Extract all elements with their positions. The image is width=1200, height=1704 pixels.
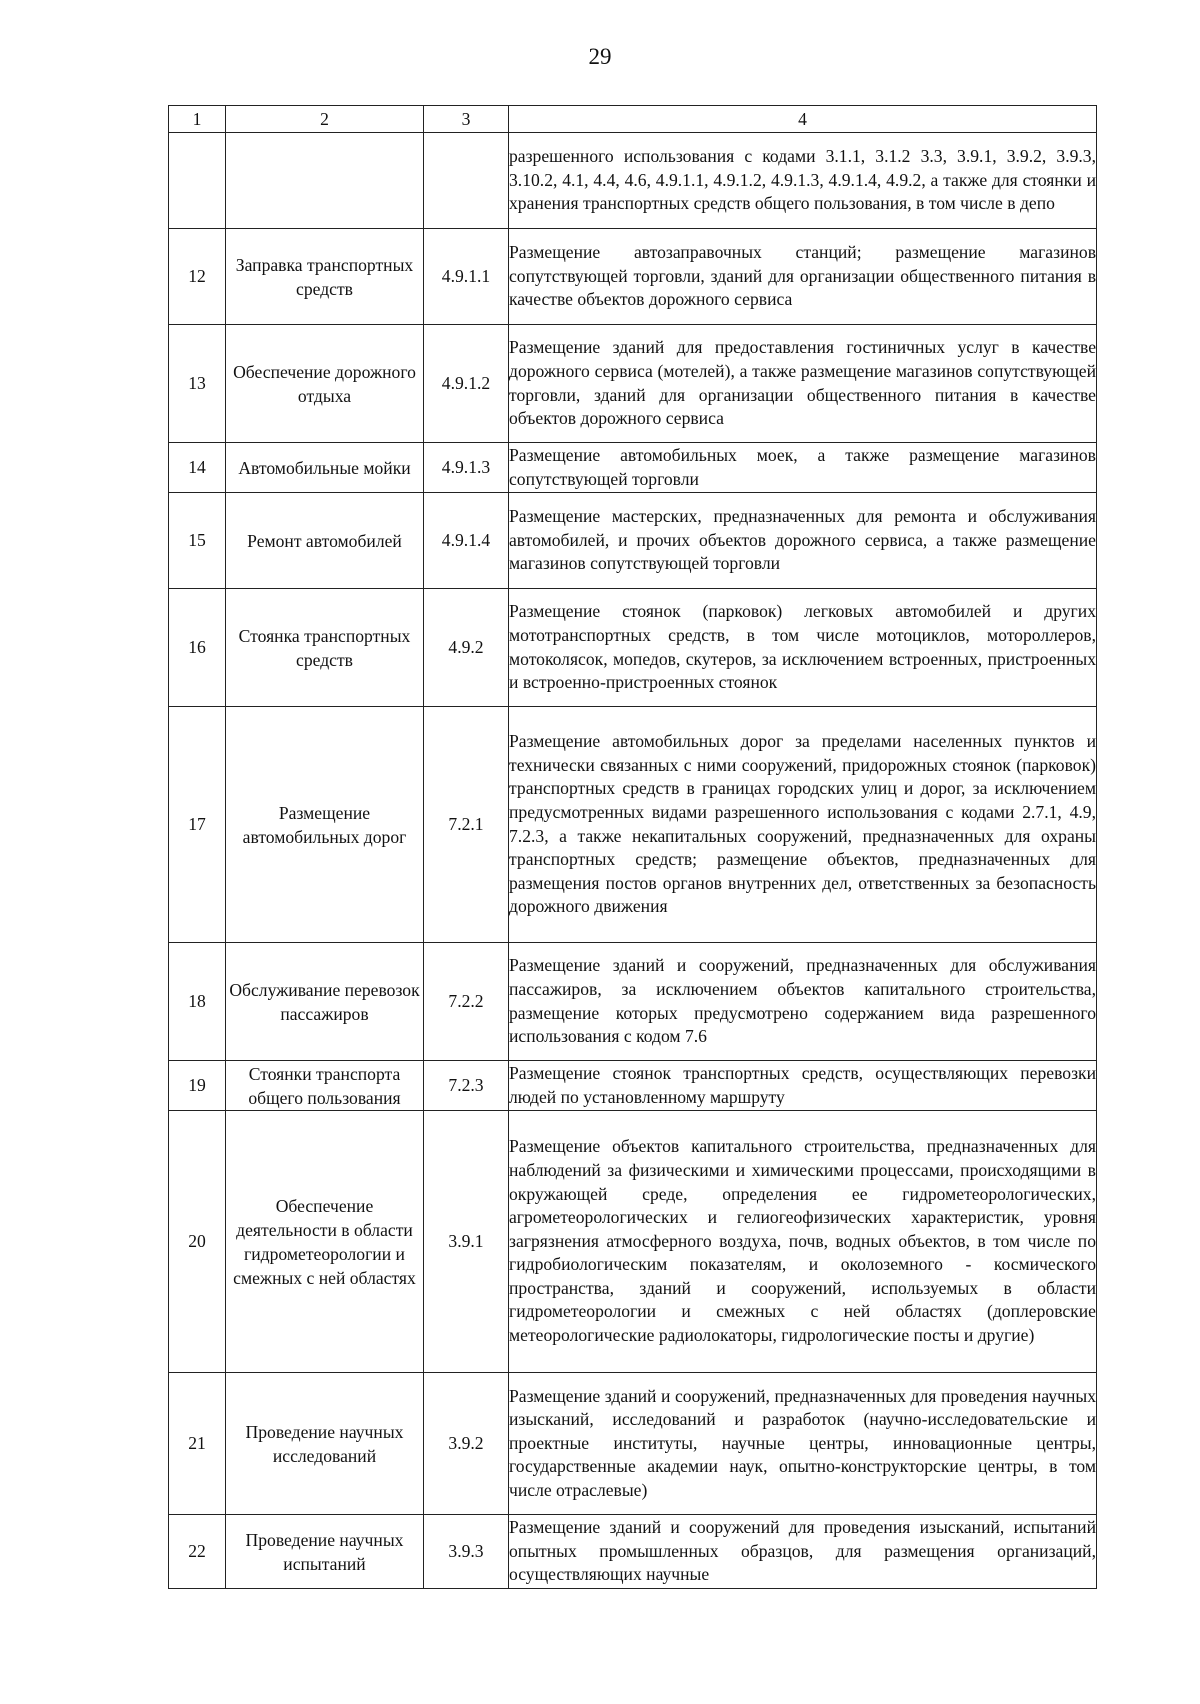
row-number: 16: [169, 589, 226, 707]
row-number: 21: [169, 1373, 226, 1515]
use-type-description: Размещение зданий и сооружений, предназначенных для обслуживания пассажиров, за исключением объектов капитального строительства, размещение которых предусмотрено содержанием вида разрешенного использования с кодом 7.6: [509, 943, 1097, 1061]
use-type-description: Размещение автозаправочных станций; размещение магазинов сопутствующей торговли, зданий для организации общественного питания в качестве объектов дорожного сервиса: [509, 229, 1097, 325]
row-number: 13: [169, 325, 226, 443]
use-type-name: Обслуживание перевозок пассажиров: [226, 943, 424, 1061]
use-type-code: 7.2.1: [424, 707, 509, 943]
use-type-name: Автомобильные мойки: [226, 443, 424, 493]
table-row: [169, 589, 1097, 707]
row-number: 18: [169, 943, 226, 1061]
row-number: 15: [169, 493, 226, 589]
table-row: [169, 1111, 1097, 1373]
table-row: [169, 1515, 1097, 1589]
table-row: [169, 1373, 1097, 1515]
use-type-name: Ремонт автомобилей: [226, 493, 424, 589]
header-col-2: 2: [226, 106, 424, 133]
table-row: [169, 707, 1097, 943]
use-type-code: [424, 133, 509, 229]
header-col-4: 4: [509, 106, 1097, 133]
use-type-name: Обеспечение деятельности в области гидрометеорологии и смежных с ней областях: [226, 1111, 424, 1373]
use-type-name: Проведение научных исследований: [226, 1373, 424, 1515]
header-row: [169, 106, 1097, 133]
row-number: 22: [169, 1515, 226, 1589]
use-type-name: Заправка транспортных средств: [226, 229, 424, 325]
row-number: 19: [169, 1061, 226, 1111]
row-number: 12: [169, 229, 226, 325]
use-type-code: 4.9.1.4: [424, 493, 509, 589]
use-type-code: 3.9.3: [424, 1515, 509, 1589]
use-type-name: Стоянки транспорта общего пользования: [226, 1061, 424, 1111]
use-type-code: 7.2.2: [424, 943, 509, 1061]
use-type-description: Размещение автомобильных дорог за пределами населенных пунктов и технически связанных с ними сооружений, придорожных стоянок (парковок) транспортных средств в границах городских улиц и дорог, за исключением предусмотренных видами разрешенного использования с кодами 2.7.1, 4.9, 7.2.3, а также некапитальных сооружений, предназначенных для охраны транспортных средств; размещение объектов, предназначенных для размещения постов органов внутренних дел, ответственных за безопасность дорожного движения: [509, 707, 1097, 943]
use-type-name: Стоянка транспортных средств: [226, 589, 424, 707]
use-type-code: 4.9.2: [424, 589, 509, 707]
table-row: [169, 943, 1097, 1061]
land-use-table: [168, 105, 1097, 1589]
table-row: [169, 133, 1097, 229]
use-type-name: Обеспечение дорожного отдыха: [226, 325, 424, 443]
page-number: 29: [588, 44, 612, 69]
use-type-code: 4.9.1.2: [424, 325, 509, 443]
table-row: [169, 443, 1097, 493]
row-number: [169, 133, 226, 229]
use-type-name: [226, 133, 424, 229]
use-type-description: разрешенного использования с кодами 3.1.1, 3.1.2 3.3, 3.9.1, 3.9.2, 3.9.3, 3.10.2, 4.1, 4.4, 4.6, 4.9.1.1, 4.9.1.2, 4.9.1.3, 4.9.1.4, 4.9.2, а также для стоянки и хранения транспортных средств общего пользования, в том числе в депо: [509, 133, 1097, 229]
row-number: 20: [169, 1111, 226, 1373]
use-type-description: Размещение объектов капитального строительства, предназначенных для наблюдений за физическими и химическими процессами, происходящими в окружающей среде, определения ее гидрометеорологических, агрометеорологических и гелиогеофизических характеристик, уровня загрязнения атмосферного воздуха, почв, водных объектов, в том числе по гидробиологическим показателям, и околоземного - космического пространства, зданий и сооружений, используемых в области гидрометеорологии и смежных с ней областях (доплеровские метеорологические радиолокаторы, гидрологические посты и другие): [509, 1111, 1097, 1373]
use-type-name: Проведение научных испытаний: [226, 1515, 424, 1589]
use-type-description: Размещение стоянок (парковок) легковых автомобилей и других мототранспортных средств, в том числе мотоциклов, мотороллеров, мотоколясок, мопедов, скутеров, за исключением встроенных, пристроенных и встроенно-пристроенных стоянок: [509, 589, 1097, 707]
table-row: [169, 1061, 1097, 1111]
table-row: [169, 325, 1097, 443]
use-type-code: 3.9.2: [424, 1373, 509, 1515]
row-number: 14: [169, 443, 226, 493]
row-number: 17: [169, 707, 226, 943]
use-type-code: 4.9.1.3: [424, 443, 509, 493]
use-type-description: Размещение зданий и сооружений для проведения изысканий, испытаний опытных промышленных образцов, для размещения организаций, осуществляющих научные: [509, 1515, 1097, 1589]
use-type-description: Размещение автомобильных моек, а также размещение магазинов сопутствующей торговли: [509, 443, 1097, 493]
use-type-code: 4.9.1.1: [424, 229, 509, 325]
table-row: [169, 229, 1097, 325]
use-type-code: 3.9.1: [424, 1111, 509, 1373]
use-type-description: Размещение зданий для предоставления гостиничных услуг в качестве дорожного сервиса (мотелей), а также размещение магазинов сопутствующей торговли, зданий для организации общественного питания в качестве объектов дорожного сервиса: [509, 325, 1097, 443]
table-row: [169, 493, 1097, 589]
use-type-code: 7.2.3: [424, 1061, 509, 1111]
use-type-description: Размещение стоянок транспортных средств, осуществляющих перевозки людей по установленному маршруту: [509, 1061, 1097, 1111]
header-col-3: 3: [424, 106, 509, 133]
use-type-description: Размещение мастерских, предназначенных для ремонта и обслуживания автомобилей, и прочих объектов дорожного сервиса, а также размещение магазинов сопутствующей торговли: [509, 493, 1097, 589]
use-type-description: Размещение зданий и сооружений, предназначенных для проведения научных изысканий, исследований и разработок (научно-исследовательские и проектные институты, научные центры, инновационные центры, государственные академии наук, опытно-конструкторские центры, в том числе отраслевые): [509, 1373, 1097, 1515]
header-col-1: 1: [169, 106, 226, 133]
use-type-name: Размещение автомобильных дорог: [226, 707, 424, 943]
